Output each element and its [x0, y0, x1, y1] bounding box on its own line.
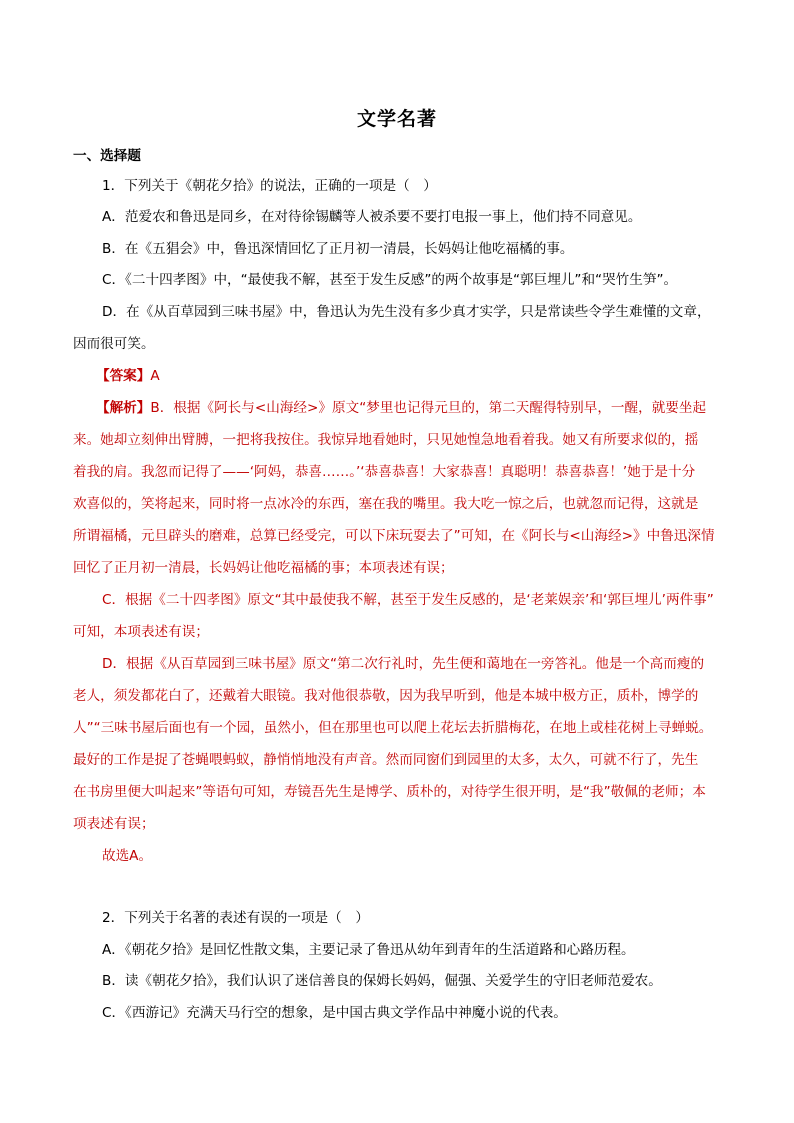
analysis-c-text-1: C．根据《二十四孝图》原文“其中最使我不解，甚至于发生反感的，是‘老莱娱亲’和‘郭巨埋儿’两件事” [102, 592, 714, 608]
analysis-d-text-2: 老人，须发都花白了，还戴着大眼镜。我对他很恭敬，因为我早听到，他是本城中极方正，质朴，博学的 [73, 688, 699, 704]
analysis-d-text-3: 人”“三味书屋后面也有一个园，虽然小，但在那里也可以爬上花坛去折腊梅花，在地上或桂花树上寻蝉蜕。 [73, 720, 713, 736]
analysis-b-text-3: 着我的肩。我忽而记得了——‘阿妈，恭喜……。’‘恭喜恭喜！大家恭喜！真聪明！恭喜恭喜！’她于是十分 [73, 464, 696, 480]
question-1-stem: 1．下列关于《朝花夕拾》的说法，正确的一项是（ ） [102, 178, 437, 194]
question-1-option-a: A．范爱农和鲁迅是同乡，在对待徐锡麟等人被杀要不要打电报一事上，他们持不同意见。 [102, 209, 642, 225]
analysis-line-b-1 [96, 398, 706, 418]
answer-line [96, 366, 160, 386]
question-2-option-b: B．读《朝花夕拾》，我们认识了迷信善良的保姆长妈妈，倔强、关爱学生的守旧老师范爱农。 [102, 973, 662, 989]
section-heading: 一、选择题 [73, 148, 141, 164]
question-2-stem: 2．下列关于名著的表述有误的一项是（ ） [102, 910, 369, 926]
analysis-d-text-6: 项表述有误； [73, 816, 155, 832]
analysis-conclusion: 故选A。 [102, 848, 153, 864]
question-2-option-a: A．《朝花夕拾》是回忆性散文集，主要记录了鲁迅从幼年到青年的生活道路和心路历程。 [102, 942, 635, 958]
analysis-d-text-5: 在书房里便大叫起来”等语句可知，寿镜吾先生是博学、质朴的，对待学生很开明，是“我”敬佩的老师；本 [73, 784, 706, 800]
analysis-b-text-5: 所谓福橘，元旦辟头的磨难，总算已经受完，可以下床玩耍去了”可知，在《阿长与<山海经>》中鲁迅深情 [73, 528, 715, 544]
analysis-tag: 【解析】 [96, 400, 151, 416]
question-1-option-d-continued: 因而很可笑。 [73, 336, 155, 352]
question-1-option-c: C．《二十四孝图》中，“最使我不解，甚至于发生反感”的两个故事是“郭巨埋儿”和“哭竹生笋”。 [102, 272, 678, 288]
analysis-d-text-1: D．根据《从百草园到三味书屋》原文“第二次行礼时，先生便和蔼地在一旁答礼。他是一个高而瘦的 [102, 656, 705, 672]
analysis-d-text-4: 最好的工作是捉了苍蝇喂蚂蚁，静悄悄地没有声音。然而同窗们到园里的太多，太久，可就不行了，先生 [73, 752, 699, 768]
analysis-b-text-6: 回忆了正月初一清晨，长妈妈让他吃福橘的事；本项表述有误； [73, 560, 454, 576]
question-1-option-b: B．在《五猖会》中，鲁迅深情回忆了正月初一清晨，长妈妈让他吃福橘的事。 [102, 241, 574, 257]
answer-value: A [150, 368, 160, 384]
analysis-b-text-1: B．根据《阿长与<山海经>》原文“梦里也记得元旦的，第二天醒得特别早，一醒，就要坐起 [150, 400, 707, 416]
question-2-option-c: C．《西游记》充满天马行空的想象，是中国古典文学作品中神魔小说的代表。 [102, 1005, 567, 1021]
page-title: 文学名著 [356, 108, 437, 130]
analysis-b-text-2: 来。她却立刻伸出臂膊，一把将我按住。我惊异地看她时，只见她惶急地看着我。她又有所要求似的，摇 [73, 432, 699, 448]
answer-tag: 【答案】 [96, 368, 151, 384]
analysis-c-text-2: 可知，本项表述有误； [73, 624, 209, 640]
question-1-option-d: D．在《从百草园到三味书屋》中，鲁迅认为先生没有多少真才实学，只是常读些令学生难懂的文章， [102, 304, 711, 320]
analysis-b-text-4: 欢喜似的，笑将起来，同时将一点冰冷的东西，塞在我的嘴里。我大吃一惊之后，也就忽而记得，这就是 [73, 496, 699, 512]
